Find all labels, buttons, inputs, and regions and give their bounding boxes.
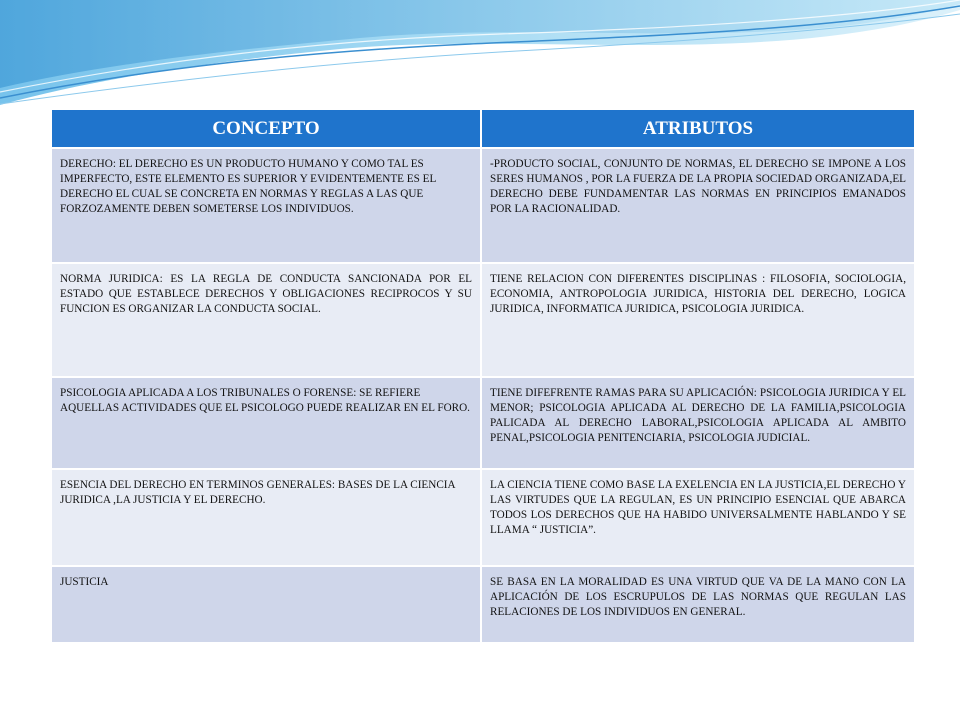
concepto-cell: ESENCIA DEL DERECHO EN TERMINOS GENERALES: BASES DE LA CIENCIA JURIDICA ,LA JUSTICIA Y EL DERECHO. xyxy=(52,469,481,566)
header-concepto: CONCEPTO xyxy=(52,110,481,148)
atributos-cell: SE BASA EN LA MORALIDAD ES UNA VIRTUD QUE VA DE LA MANO CON LA APLICACIÓN DE LOS ESCRUPULOS DE LAS NORMAS QUE REGULAN LAS RELACIONES DE LOS INDIVIDUOS EN GENERAL. xyxy=(481,566,914,642)
concepto-cell: PSICOLOGIA APLICADA A LOS TRIBUNALES O FORENSE: SE REFIERE AQUELLAS ACTIVIDADES QUE EL PSICOLOGO PUEDE REALIZAR EN EL FORO. xyxy=(52,377,481,469)
table-row xyxy=(52,566,914,642)
table-row xyxy=(52,377,914,469)
concepto-cell: JUSTICIA xyxy=(52,566,481,642)
table-row xyxy=(52,148,914,263)
atributos-cell: TIENE RELACION CON DIFERENTES DISCIPLINAS : FILOSOFIA, SOCIOLOGIA, ECONOMIA, ANTROPOLOGIA JURIDICA, HISTORIA DEL DERECHO, LOGICA JURIDICA, INFORMATICA JURIDICA, PSICOLOGIA JURIDICA. xyxy=(481,263,914,377)
table-row xyxy=(52,263,914,377)
concepto-cell: NORMA JURIDICA: ES LA REGLA DE CONDUCTA SANCIONADA POR EL ESTADO QUE ESTABLECE DERECHOS Y OBLIGACIONES RECIPROCOS Y SU FUNCION ES ORGANIZAR LA CONDUCTA SOCIAL. xyxy=(52,263,481,377)
table-header-row xyxy=(52,110,914,148)
decorative-wave-header xyxy=(0,0,960,120)
concept-attributes-table xyxy=(52,110,914,642)
concepto-cell: DERECHO: EL DERECHO ES UN PRODUCTO HUMANO Y COMO TAL ES IMPERFECTO, ESTE ELEMENTO ES SUPERIOR Y EVIDENTEMENTE ES EL DERECHO EL CUAL SE CONCRETA EN NORMAS Y REGLAS A LAS QUE FORZOZAMENTE DEBEN SOMETERSE LOS INDIVIDUOS. xyxy=(52,148,481,263)
concept-attributes-table-container xyxy=(52,110,914,642)
atributos-cell: LA CIENCIA TIENE COMO BASE LA EXELENCIA EN LA JUSTICIA,EL DERECHO Y LAS VIRTUDES QUE LA REGULAN, ES UN PRINCIPIO ESENCIAL QUE ABARCA TODOS LOS DERECHOS QUE HA HABIDO UNIVERSALMENTE HABLANDO Y SE LLAMA “ JUSTICIA”. xyxy=(481,469,914,566)
header-atributos: ATRIBUTOS xyxy=(481,110,914,148)
atributos-cell: -PRODUCTO SOCIAL, CONJUNTO DE NORMAS, EL DERECHO SE IMPONE A LOS SERES HUMANOS , POR LA FUERZA DE LA PROPIA SOCIEDAD ORGANIZADA,EL DERECHO DEBE FUNDAMENTAR LAS NORMAS EN PRINCIPIOS EMANADOS POR LA RACIONALIDAD. xyxy=(481,148,914,263)
atributos-cell: TIENE DIFEFRENTE RAMAS PARA SU APLICACIÓN: PSICOLOGIA JURIDICA Y EL MENOR; PSICOLOGIA APLICADA AL DERECHO DE LA FAMILIA,PSICOLOGIA PALICADA AL DERECHO LABORAL,PSICOLOGIA APLICADA AL AMBITO PENAL,PSICOLOGIA PENITENCIARIA, PSICOLOGIA JUDICIAL. xyxy=(481,377,914,469)
table-row xyxy=(52,469,914,566)
